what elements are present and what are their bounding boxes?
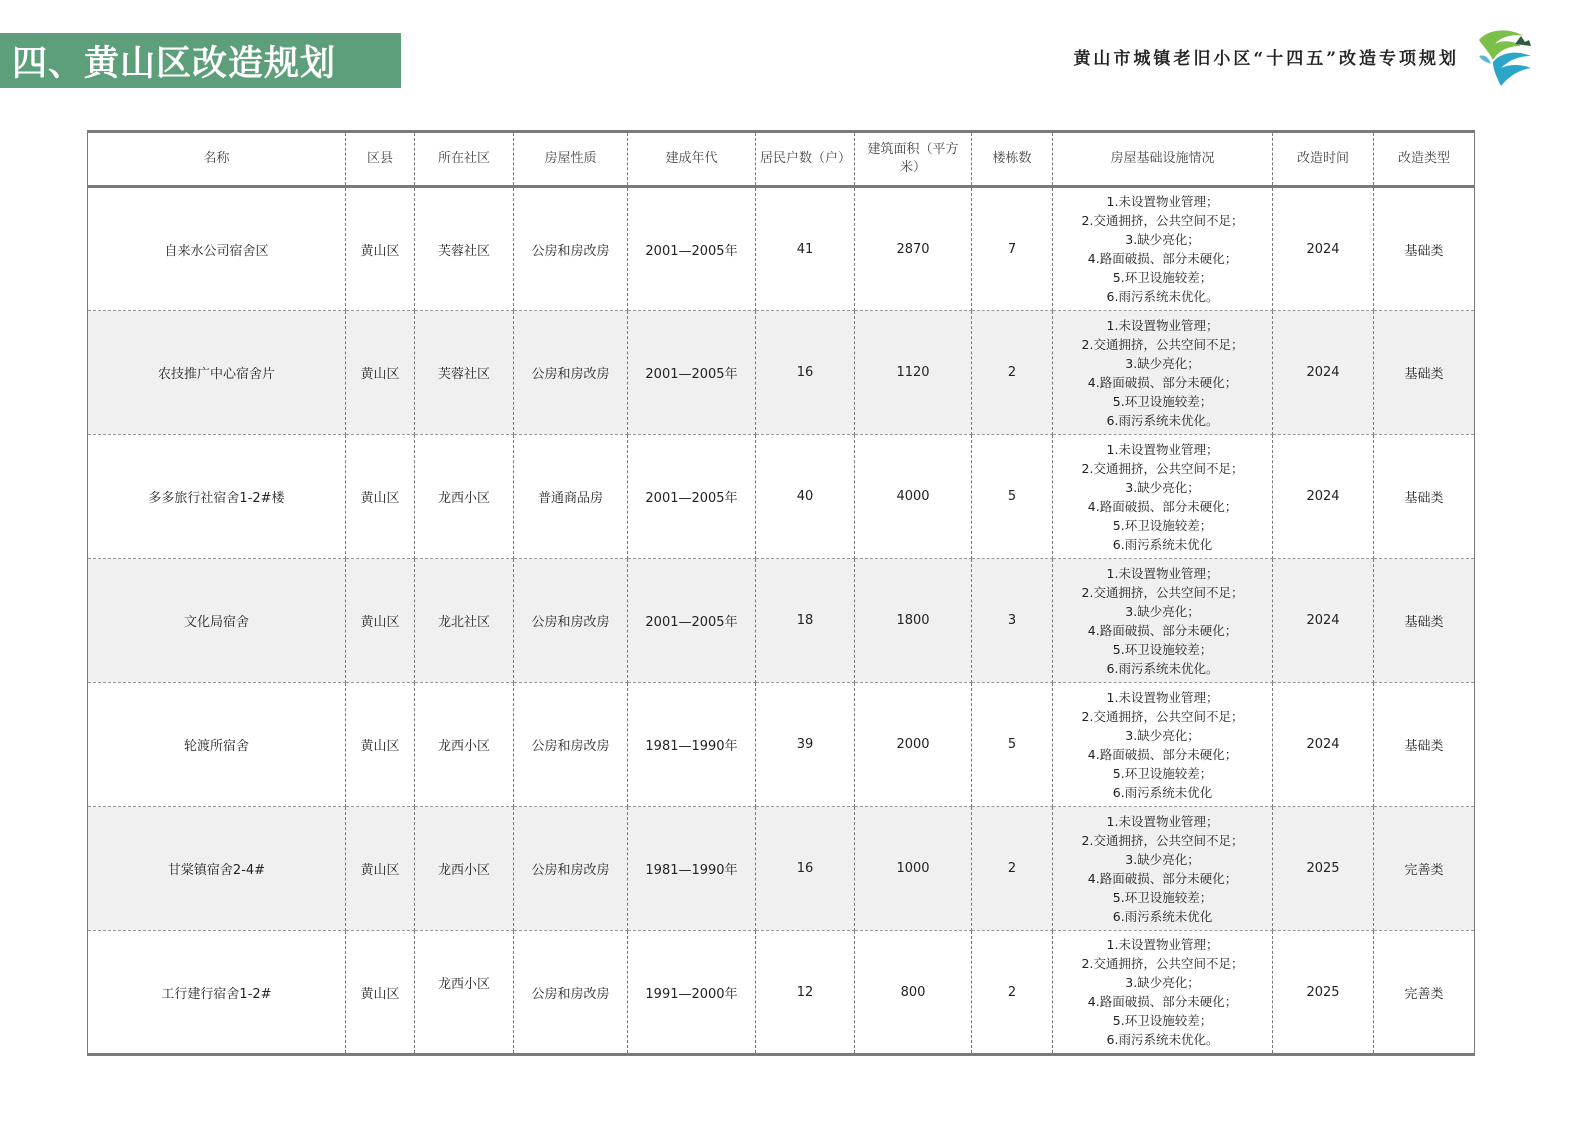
infra-item: 2.交通拥挤，公共空间不足； <box>1081 336 1244 352</box>
cell-type: 基础类 <box>1374 435 1475 559</box>
infra-item: 3.缺少亮化； <box>1125 603 1200 619</box>
infra-item: 5.环卫设施较差； <box>1112 393 1213 409</box>
infra-item: 6.雨污系统未优化 <box>1112 536 1213 552</box>
column-header-name: 名称 <box>88 132 346 187</box>
cell-county: 黄山区 <box>346 807 415 931</box>
cell-households: 39 <box>756 683 855 807</box>
cell-years: 2001—2005年 <box>628 559 756 683</box>
column-header-buildings: 楼栋数 <box>972 132 1053 187</box>
cell-infra <box>1053 311 1273 435</box>
cell-property: 公房和房改房 <box>514 559 628 683</box>
infra-item: 6.雨污系统未优化。 <box>1106 660 1219 676</box>
cell-time: 2024 <box>1273 683 1374 807</box>
table-row <box>88 559 1475 683</box>
cell-infra <box>1053 931 1273 1055</box>
cell-name: 工行建行宿舍1-2# <box>88 931 346 1055</box>
infra-item: 3.缺少亮化； <box>1125 479 1200 495</box>
infra-item: 5.环卫设施较差； <box>1112 641 1213 657</box>
cell-buildings: 2 <box>972 311 1053 435</box>
section-title: 四、黄山区改造规划 <box>12 43 337 84</box>
infra-item: 2.交通拥挤，公共空间不足； <box>1081 584 1244 600</box>
infra-item: 6.雨污系统未优化。 <box>1106 1032 1219 1047</box>
cell-time: 2025 <box>1273 931 1374 1055</box>
infra-item: 1.未设置物业管理； <box>1106 441 1219 457</box>
infra-item: 2.交通拥挤，公共空间不足； <box>1081 460 1244 476</box>
infra-item: 6.雨污系统未优化 <box>1112 784 1213 800</box>
infra-item: 3.缺少亮化； <box>1125 355 1200 371</box>
cell-type: 基础类 <box>1374 683 1475 807</box>
infra-item: 5.环卫设施较差； <box>1112 517 1213 533</box>
infra-item: 6.雨污系统未优化。 <box>1106 289 1219 304</box>
cell-area: 1000 <box>855 807 972 931</box>
cell-years: 2001—2005年 <box>628 311 756 435</box>
cell-community: 龙西小区 <box>415 807 514 931</box>
cell-property: 普通商品房 <box>514 435 628 559</box>
cell-property: 公房和房改房 <box>514 187 628 311</box>
cell-community: 龙北社区 <box>415 559 514 683</box>
cell-type: 基础类 <box>1374 187 1475 311</box>
cell-community: 龙西小区 <box>415 683 514 807</box>
cell-infra <box>1053 807 1273 931</box>
cell-buildings: 5 <box>972 435 1053 559</box>
infra-item: 3.缺少亮化； <box>1125 975 1200 990</box>
infra-item: 5.环卫设施较差； <box>1112 889 1213 905</box>
cell-buildings: 3 <box>972 559 1053 683</box>
table-header-row <box>88 132 1475 187</box>
column-header-type: 改造类型 <box>1374 132 1475 187</box>
cell-buildings: 7 <box>972 187 1053 311</box>
table-row <box>88 683 1475 807</box>
infra-item: 5.环卫设施较差； <box>1112 270 1213 285</box>
column-header-county: 区县 <box>346 132 415 187</box>
cell-type: 完善类 <box>1374 807 1475 931</box>
cell-time: 2024 <box>1273 559 1374 683</box>
cell-buildings: 2 <box>972 807 1053 931</box>
cell-name: 农技推广中心宿舍片 <box>88 311 346 435</box>
cell-county: 黄山区 <box>346 311 415 435</box>
cell-name: 轮渡所宿舍 <box>88 683 346 807</box>
cell-buildings: 5 <box>972 683 1053 807</box>
cell-type: 基础类 <box>1374 311 1475 435</box>
column-header-time: 改造时间 <box>1273 132 1374 187</box>
infra-item: 2.交通拥挤，公共空间不足； <box>1081 708 1244 724</box>
table-row <box>88 435 1475 559</box>
cell-name: 文化局宿舍 <box>88 559 346 683</box>
cell-years: 2001—2005年 <box>628 187 756 311</box>
cell-community: 芙蓉社区 <box>415 187 514 311</box>
cell-households: 41 <box>756 187 855 311</box>
infra-item: 4.路面破损、部分未硬化； <box>1087 498 1238 514</box>
column-header-infra: 房屋基础设施情况 <box>1053 132 1273 187</box>
infra-item: 1.未设置物业管理； <box>1106 194 1219 209</box>
cell-name: 自来水公司宿舍区 <box>88 187 346 311</box>
column-header-households: 居民户数（户） <box>756 132 855 187</box>
cell-years: 1981—1990年 <box>628 683 756 807</box>
cell-county: 黄山区 <box>346 559 415 683</box>
cell-county: 黄山区 <box>346 435 415 559</box>
cell-time: 2024 <box>1273 435 1374 559</box>
renovation-plan-table <box>87 130 1474 1056</box>
table-row <box>88 931 1475 1055</box>
cell-community-text: 龙西小区 <box>437 976 490 992</box>
cell-type: 完善类 <box>1374 931 1475 1055</box>
cell-property: 公房和房改房 <box>514 931 628 1055</box>
cell-name: 甘棠镇宿舍2-4# <box>88 807 346 931</box>
cell-property: 公房和房改房 <box>514 683 628 807</box>
cell-area: 800 <box>855 931 972 1055</box>
column-header-property: 房屋性质 <box>514 132 628 187</box>
infra-item: 4.路面破损、部分未硬化； <box>1087 870 1238 886</box>
cell-households: 16 <box>756 807 855 931</box>
cell-community: 龙西小区 <box>415 435 514 559</box>
cell-households: 40 <box>756 435 855 559</box>
infra-item: 2.交通拥挤，公共空间不足； <box>1081 213 1244 228</box>
cell-community: 芙蓉社区 <box>415 311 514 435</box>
infra-item: 1.未设置物业管理； <box>1106 317 1219 333</box>
infra-item: 3.缺少亮化； <box>1125 727 1200 743</box>
cell-households: 18 <box>756 559 855 683</box>
cell-area: 1120 <box>855 311 972 435</box>
cell-infra <box>1053 683 1273 807</box>
cell-buildings: 2 <box>972 931 1053 1055</box>
cell-community <box>415 931 514 1055</box>
table-row <box>88 807 1475 931</box>
cell-years: 2001—2005年 <box>628 435 756 559</box>
infra-item: 6.雨污系统未优化 <box>1112 908 1213 924</box>
cell-type: 基础类 <box>1374 559 1475 683</box>
column-header-community: 所在社区 <box>415 132 514 187</box>
infra-item: 4.路面破损、部分未硬化； <box>1087 622 1238 638</box>
infra-item: 4.路面破损、部分未硬化； <box>1087 746 1238 762</box>
infra-item: 4.路面破损、部分未硬化； <box>1087 251 1238 266</box>
infra-item: 5.环卫设施较差； <box>1112 1013 1213 1028</box>
cell-name: 多多旅行社宿舍1-2#楼 <box>88 435 346 559</box>
infra-item: 6.雨污系统未优化。 <box>1106 412 1219 428</box>
column-header-years: 建成年代 <box>628 132 756 187</box>
cell-time: 2024 <box>1273 311 1374 435</box>
cell-years: 1991—2000年 <box>628 931 756 1055</box>
cell-time: 2024 <box>1273 187 1374 311</box>
section-title-banner <box>0 33 401 88</box>
infra-item: 1.未设置物业管理； <box>1106 565 1219 581</box>
table-row <box>88 311 1475 435</box>
cell-area: 1800 <box>855 559 972 683</box>
infra-item: 2.交通拥挤，公共空间不足； <box>1081 956 1244 971</box>
cell-households: 16 <box>756 311 855 435</box>
infra-item: 3.缺少亮化； <box>1125 232 1200 247</box>
cell-area: 2000 <box>855 683 972 807</box>
cell-infra <box>1053 187 1273 311</box>
cell-area: 4000 <box>855 435 972 559</box>
cell-area: 2870 <box>855 187 972 311</box>
cell-years: 1981—1990年 <box>628 807 756 931</box>
cell-infra <box>1053 435 1273 559</box>
cell-county: 黄山区 <box>346 187 415 311</box>
infra-item: 3.缺少亮化； <box>1125 851 1200 867</box>
cell-households: 12 <box>756 931 855 1055</box>
infra-item: 1.未设置物业管理； <box>1106 813 1219 829</box>
column-header-area: 建筑面积（平方米） <box>855 132 972 187</box>
infra-item: 4.路面破损、部分未硬化； <box>1087 374 1238 390</box>
cell-infra <box>1053 559 1273 683</box>
infra-item: 5.环卫设施较差； <box>1112 765 1213 781</box>
cell-property: 公房和房改房 <box>514 807 628 931</box>
wave-mountain-logo-icon <box>1471 26 1533 88</box>
cell-county: 黄山区 <box>346 683 415 807</box>
infra-item: 2.交通拥挤，公共空间不足； <box>1081 832 1244 848</box>
cell-property: 公房和房改房 <box>514 311 628 435</box>
cell-time: 2025 <box>1273 807 1374 931</box>
table-row <box>88 187 1475 311</box>
infra-item: 4.路面破损、部分未硬化； <box>1087 994 1238 1009</box>
infra-item: 1.未设置物业管理； <box>1106 937 1219 952</box>
infra-item: 1.未设置物业管理； <box>1106 689 1219 705</box>
cell-county: 黄山区 <box>346 931 415 1055</box>
document-title: 黄山市城镇老旧小区“十四五”改造专项规划 <box>1073 49 1459 69</box>
